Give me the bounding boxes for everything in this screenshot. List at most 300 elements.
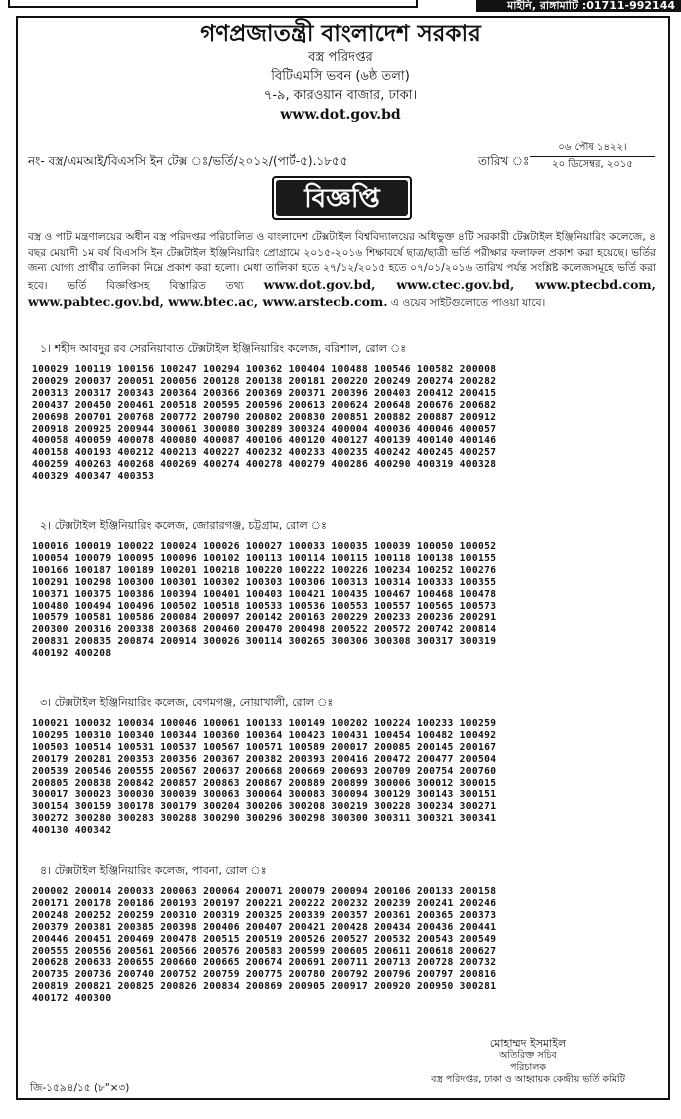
roll-number: 200056 <box>160 375 198 387</box>
roll-number: 300288 <box>160 813 198 825</box>
roll-number: 200051 <box>117 375 155 387</box>
roll-number: 200325 <box>245 909 283 921</box>
roll-number: 400290 <box>374 459 411 471</box>
roll-number: 200382 <box>245 753 283 765</box>
roll-number: 200709 <box>374 765 411 777</box>
roll-row <box>32 648 652 660</box>
roll-number: 200167 <box>459 741 497 753</box>
roll-number: 400278 <box>245 459 283 471</box>
roll-number: 200842 <box>117 777 155 789</box>
roll-number: 200693 <box>331 765 369 777</box>
roll-number: 300006 <box>374 777 411 789</box>
roll-number: 100032 <box>74 718 112 729</box>
roll-number: 200556 <box>74 945 112 957</box>
roll-number: 200229 <box>331 612 369 624</box>
roll-number: 300283 <box>117 813 155 825</box>
roll-number: 200133 <box>416 886 454 897</box>
roll-number: 300129 <box>374 789 411 801</box>
roll-number: 100079 <box>74 552 112 564</box>
roll-row <box>32 910 652 922</box>
roll-number: 400172 <box>32 993 69 1005</box>
roll-number: 200918 <box>32 423 69 435</box>
roll-number: 200526 <box>288 933 326 945</box>
roll-number: 200470 <box>245 624 283 636</box>
roll-row <box>32 969 652 981</box>
roll-number: 400235 <box>331 447 369 459</box>
roll-number: 200128 <box>203 375 240 387</box>
roll-number: 200637 <box>203 765 240 777</box>
roll-number: 200368 <box>160 624 198 636</box>
roll-number: 200472 <box>374 753 411 765</box>
roll-number: 200775 <box>245 969 283 981</box>
roll-number: 300206 <box>245 801 283 813</box>
roll-number: 200665 <box>203 957 240 969</box>
roll-row <box>32 993 652 1005</box>
roll-number: 400193 <box>74 447 112 459</box>
roll-number: 200819 <box>32 981 69 993</box>
roll-number: 100052 <box>459 541 497 552</box>
roll-number: 200701 <box>74 411 112 423</box>
roll-row <box>32 388 652 400</box>
roll-number: 200628 <box>32 957 69 969</box>
roll-number: 400268 <box>117 459 155 471</box>
roll-number: 200357 <box>331 909 369 921</box>
roll-number: 300154 <box>32 801 69 813</box>
section-title-pabna: ৪। টেক্সটাইল ইঞ্জিনিয়ারিং কলেজ, পাবনা, রোল ঃ <box>40 864 267 877</box>
roll-number: 200385 <box>117 921 155 933</box>
roll-number: 300289 <box>245 423 283 435</box>
roll-number: 200478 <box>160 933 198 945</box>
roll-number: 200950 <box>416 981 454 993</box>
roll-number: 100226 <box>331 564 369 576</box>
header <box>0 20 681 125</box>
roll-number: 200605 <box>331 945 369 957</box>
roll-number: 200142 <box>245 612 283 624</box>
roll-number: 300178 <box>117 801 155 813</box>
roll-number: 100567 <box>203 741 240 753</box>
roll-number: 100553 <box>331 600 369 612</box>
roll-number: 100034 <box>117 718 155 729</box>
roll-number: 200181 <box>288 375 326 387</box>
roll-number: 200461 <box>117 399 155 411</box>
department-name: বস্ত্র পরিদপ্তর <box>308 50 373 65</box>
roll-number: 200797 <box>416 969 454 981</box>
roll-number: 300306 <box>331 636 369 648</box>
roll-number: 300308 <box>374 636 411 648</box>
roll-number: 200549 <box>459 933 497 945</box>
roll-number: 200669 <box>288 765 326 777</box>
roll-number: 300280 <box>74 813 112 825</box>
roll-number: 100119 <box>74 364 112 375</box>
roll-number: 400139 <box>374 435 411 447</box>
roll-number: 100302 <box>203 576 240 588</box>
roll-number: 200796 <box>374 969 411 981</box>
roll-number: 100533 <box>245 600 283 612</box>
roll-number: 200851 <box>331 411 369 423</box>
roll-number: 400140 <box>416 435 454 447</box>
roll-number: 400329 <box>32 471 69 483</box>
roll-number: 200338 <box>117 624 155 636</box>
roll-number: 300143 <box>416 789 454 801</box>
body-tail: এ ওয়েব সাইটগুলোতে পাওয়া যাবে। <box>387 297 546 309</box>
roll-number: 100375 <box>74 588 112 600</box>
address: ৭-৯, কারওয়ান বাজার, ঢাকা। <box>263 88 418 103</box>
roll-number: 200627 <box>459 945 497 957</box>
roll-number: 200905 <box>288 981 326 993</box>
roll-number: 100582 <box>416 364 454 375</box>
roll-number: 100310 <box>74 729 112 741</box>
roll-number: 200742 <box>416 624 454 636</box>
previous-ad-contact: মাইনি, রাঙ্গামাটি :01711-992144 <box>476 0 681 12</box>
roll-number: 100360 <box>203 729 240 741</box>
roll-number: 200222 <box>288 897 326 909</box>
roll-number: 200236 <box>416 612 454 624</box>
roll-number: 100115 <box>331 552 369 564</box>
roll-number: 100187 <box>74 564 112 576</box>
roll-number: 100294 <box>203 364 240 375</box>
roll-number: 100403 <box>245 588 283 600</box>
roll-number: 200498 <box>288 624 326 636</box>
roll-row <box>32 601 652 613</box>
roll-number: 200406 <box>203 921 240 933</box>
roll-number: 200178 <box>74 897 112 909</box>
notice-title-box <box>272 176 412 220</box>
roll-number: 400274 <box>203 459 240 471</box>
roll-number: 300026 <box>203 636 240 648</box>
roll-number: 200676 <box>416 399 454 411</box>
roll-number: 300208 <box>288 801 326 813</box>
roll-number: 200713 <box>374 957 411 969</box>
roll-number: 300234 <box>416 801 454 813</box>
roll-number: 200838 <box>74 777 112 789</box>
roll-number: 100344 <box>160 729 198 741</box>
notice-title: বিজ্ঞপ্তি <box>276 180 408 216</box>
roll-number: 100095 <box>117 552 155 564</box>
roll-number: 100586 <box>117 612 155 624</box>
roll-number: 100401 <box>203 588 240 600</box>
roll-number: 200624 <box>331 399 369 411</box>
roll-number: 300015 <box>459 777 497 789</box>
roll-number: 100573 <box>459 600 497 612</box>
roll-number: 300204 <box>203 801 240 813</box>
roll-number: 200434 <box>374 921 411 933</box>
date-bangla: ০৬ পৌষ ১৪২২। <box>530 140 655 157</box>
roll-number: 400212 <box>117 447 155 459</box>
roll-number: 200339 <box>288 909 326 921</box>
roll-number: 100054 <box>32 552 69 564</box>
roll-number: 200566 <box>160 945 198 957</box>
roll-number: 200583 <box>245 945 283 957</box>
roll-number: 100138 <box>416 552 454 564</box>
roll-number: 100494 <box>74 600 112 612</box>
roll-number: 100166 <box>32 564 69 576</box>
roll-number: 100247 <box>160 364 198 375</box>
roll-number: 100404 <box>288 364 326 375</box>
roll-number: 200316 <box>74 624 112 636</box>
roll-number: 100189 <box>117 564 155 576</box>
roll-number: 400130 <box>32 825 69 837</box>
roll-number: 100222 <box>288 564 326 576</box>
roll-number: 200633 <box>74 957 112 969</box>
website-link[interactable]: www.dot.gov.bd <box>280 107 401 123</box>
roll-row <box>32 612 652 624</box>
roll-number: 200863 <box>203 777 240 789</box>
roll-number: 200572 <box>374 624 411 636</box>
signatory-title-1: অতিরিক্ত সচিব <box>499 1050 557 1061</box>
roll-number: 200437 <box>32 399 69 411</box>
roll-number: 100435 <box>331 588 369 600</box>
signatory-name: মোহাম্মদ ইসমাইল <box>489 1037 567 1050</box>
roll-row <box>32 424 652 436</box>
roll-number: 200814 <box>459 624 497 636</box>
roll-number: 100156 <box>117 364 155 375</box>
roll-number: 200281 <box>74 753 112 765</box>
roll-number: 400319 <box>416 459 454 471</box>
roll-row <box>32 742 652 754</box>
roll-number: 200407 <box>245 921 283 933</box>
roll-number: 300300 <box>331 813 369 825</box>
roll-row <box>32 718 652 730</box>
roll-number: 100364 <box>245 729 283 741</box>
roll-number: 200029 <box>32 375 69 387</box>
roll-row <box>32 981 652 993</box>
roll-number: 300290 <box>203 813 240 825</box>
roll-number: 200446 <box>32 933 69 945</box>
roll-number: 400192 <box>32 648 69 660</box>
roll-number: 400058 <box>32 435 69 447</box>
roll-number: 200830 <box>288 411 326 423</box>
roll-number: 200163 <box>288 612 326 624</box>
roll-row <box>32 364 652 376</box>
roll-number: 100565 <box>416 600 454 612</box>
roll-number: 200887 <box>416 411 454 423</box>
roll-number: 400342 <box>74 825 112 837</box>
roll-number: 100423 <box>288 729 326 741</box>
roll-number: 200691 <box>288 957 326 969</box>
roll-number: 100033 <box>288 541 326 552</box>
roll-number: 100022 <box>117 541 155 552</box>
roll-number: 200002 <box>32 886 69 897</box>
roll-list-noakhali <box>32 718 652 837</box>
roll-number: 200252 <box>74 909 112 921</box>
roll-row <box>32 754 652 766</box>
roll-number: 100202 <box>331 718 369 729</box>
roll-number: 200567 <box>160 765 198 777</box>
section-title-barishal: ১। শহীদ আবদুর রব সেরনিয়াবাত টেক্সটাইল ইঞ্জিনিয়ারিং কলেজ, বরিশাল, রোল ঃ <box>40 342 407 355</box>
roll-row <box>32 898 652 910</box>
roll-number: 100571 <box>245 741 283 753</box>
roll-number: 400233 <box>288 447 326 459</box>
building-name: বিটিএমসি ভবন (৬ষ্ঠ তলা) <box>271 69 410 84</box>
roll-number: 200085 <box>374 741 411 753</box>
roll-number: 100394 <box>160 588 198 600</box>
roll-number: 100218 <box>203 564 240 576</box>
roll-number: 200369 <box>245 387 283 399</box>
roll-number: 100039 <box>374 541 411 552</box>
roll-number: 400245 <box>416 447 454 459</box>
roll-number: 300311 <box>374 813 411 825</box>
notice-body <box>28 230 656 312</box>
roll-number: 100589 <box>288 741 326 753</box>
roll-number: 300272 <box>32 813 69 825</box>
roll-number: 200792 <box>331 969 369 981</box>
roll-number: 200248 <box>32 909 69 921</box>
roll-number: 200912 <box>459 411 497 423</box>
roll-number: 200889 <box>288 777 326 789</box>
roll-number: 200319 <box>203 909 240 921</box>
roll-number: 200596 <box>245 399 283 411</box>
roll-number: 100536 <box>288 600 326 612</box>
roll-number: 200752 <box>160 969 198 981</box>
roll-list-pabna <box>32 886 652 1005</box>
roll-row <box>32 946 652 958</box>
roll-number: 100016 <box>32 541 69 552</box>
roll-number: 200944 <box>117 423 155 435</box>
roll-number: 200711 <box>331 957 369 969</box>
roll-number: 100480 <box>32 600 69 612</box>
roll-number: 300324 <box>288 423 326 435</box>
government-name: গণপ্রজাতন্ত্রী বাংলাদেশ সরকার <box>200 21 481 47</box>
roll-number: 200343 <box>117 387 155 399</box>
roll-number: 100155 <box>459 552 497 564</box>
roll-number: 100503 <box>32 741 69 753</box>
roll-number: 200772 <box>160 411 198 423</box>
roll-list-chattogram <box>32 541 652 660</box>
roll-number: 200867 <box>245 777 283 789</box>
roll-number: 100026 <box>203 541 240 552</box>
roll-number: 100581 <box>74 612 112 624</box>
roll-number: 100355 <box>459 576 497 588</box>
roll-number: 200618 <box>416 945 454 957</box>
roll-row <box>32 376 652 388</box>
roll-number: 200094 <box>331 886 369 897</box>
roll-number: 200365 <box>416 909 454 921</box>
roll-number: 200079 <box>288 886 326 897</box>
roll-number: 100298 <box>74 576 112 588</box>
roll-number: 200532 <box>374 933 411 945</box>
roll-number: 200527 <box>331 933 369 945</box>
roll-number: 200398 <box>160 921 198 933</box>
roll-number: 100301 <box>160 576 198 588</box>
roll-number: 200674 <box>245 957 283 969</box>
roll-number: 200780 <box>288 969 326 981</box>
roll-number: 400269 <box>160 459 198 471</box>
roll-number: 100201 <box>160 564 198 576</box>
roll-number: 200367 <box>203 753 240 765</box>
roll-row <box>32 624 652 636</box>
roll-row <box>32 934 652 946</box>
roll-number: 200760 <box>459 765 497 777</box>
roll-number: 100295 <box>32 729 69 741</box>
roll-number: 400259 <box>32 459 69 471</box>
roll-number: 200655 <box>117 957 155 969</box>
roll-number: 200857 <box>160 777 198 789</box>
roll-number: 100518 <box>203 600 240 612</box>
roll-number: 400046 <box>416 423 454 435</box>
roll-row <box>32 801 652 813</box>
roll-number: 100035 <box>331 541 369 552</box>
roll-number: 200882 <box>374 411 411 423</box>
roll-number: 200403 <box>374 387 411 399</box>
roll-number: 100496 <box>117 600 155 612</box>
roll-number: 400353 <box>117 471 155 483</box>
roll-number: 100113 <box>245 552 283 564</box>
roll-number: 200428 <box>331 921 369 933</box>
roll-number: 100333 <box>416 576 454 588</box>
roll-number: 200241 <box>416 897 454 909</box>
roll-number: 200469 <box>117 933 155 945</box>
roll-number: 200361 <box>374 909 411 921</box>
roll-number: 100233 <box>416 718 454 729</box>
roll-number: 200364 <box>160 387 198 399</box>
roll-number: 400158 <box>32 447 69 459</box>
previous-ad-border <box>8 0 418 8</box>
roll-number: 300341 <box>459 813 497 825</box>
roll-number: 400263 <box>74 459 112 471</box>
roll-number: 100386 <box>117 588 155 600</box>
roll-number: 200869 <box>245 981 283 993</box>
roll-number: 200728 <box>416 957 454 969</box>
roll-number: 200504 <box>459 753 497 765</box>
roll-number: 200017 <box>331 741 369 753</box>
roll-number: 200917 <box>331 981 369 993</box>
roll-number: 200416 <box>331 753 369 765</box>
roll-number: 200698 <box>32 411 69 423</box>
roll-number: 200759 <box>203 969 240 981</box>
roll-number: 100220 <box>245 564 283 576</box>
roll-number: 200518 <box>160 399 198 411</box>
roll-number: 400347 <box>74 471 112 483</box>
roll-row <box>32 957 652 969</box>
roll-number: 400106 <box>245 435 283 447</box>
roll-row <box>32 553 652 565</box>
roll-number: 300317 <box>416 636 454 648</box>
roll-number: 100027 <box>245 541 283 552</box>
roll-number: 100306 <box>288 576 326 588</box>
roll-number: 200412 <box>416 387 454 399</box>
roll-number: 300063 <box>203 789 240 801</box>
roll-number: 200371 <box>288 387 326 399</box>
roll-number: 200313 <box>32 387 69 399</box>
roll-number: 200220 <box>331 375 369 387</box>
roll-number: 400232 <box>245 447 283 459</box>
roll-row <box>32 400 652 412</box>
roll-number: 100431 <box>331 729 369 741</box>
roll-number: 200084 <box>160 612 198 624</box>
roll-number: 200835 <box>74 636 112 648</box>
roll-number: 100118 <box>374 552 411 564</box>
roll-number: 400279 <box>288 459 326 471</box>
roll-number: 200064 <box>203 886 240 897</box>
roll-number: 400300 <box>74 993 112 1005</box>
website-urls[interactable]: www.dot.gov.bd, www.ctec.gov.bd, www.ptecbd.com, www.pabtec.gov.bd, www.btec.ac, www.arstecb.com. <box>28 276 656 309</box>
roll-number: 200138 <box>245 375 283 387</box>
roll-number: 100421 <box>288 588 326 600</box>
roll-number: 200914 <box>160 636 198 648</box>
roll-row <box>32 447 652 459</box>
roll-number: 200249 <box>374 375 411 387</box>
roll-number: 200415 <box>459 387 497 399</box>
roll-number: 100557 <box>374 600 411 612</box>
roll-number: 300017 <box>32 789 69 801</box>
roll-number: 100371 <box>32 588 69 600</box>
roll-number: 400242 <box>374 447 411 459</box>
roll-number: 100537 <box>160 741 198 753</box>
roll-number: 200539 <box>32 765 69 777</box>
roll-number: 200821 <box>74 981 112 993</box>
roll-number: 200668 <box>245 765 283 777</box>
roll-number: 400004 <box>331 423 369 435</box>
